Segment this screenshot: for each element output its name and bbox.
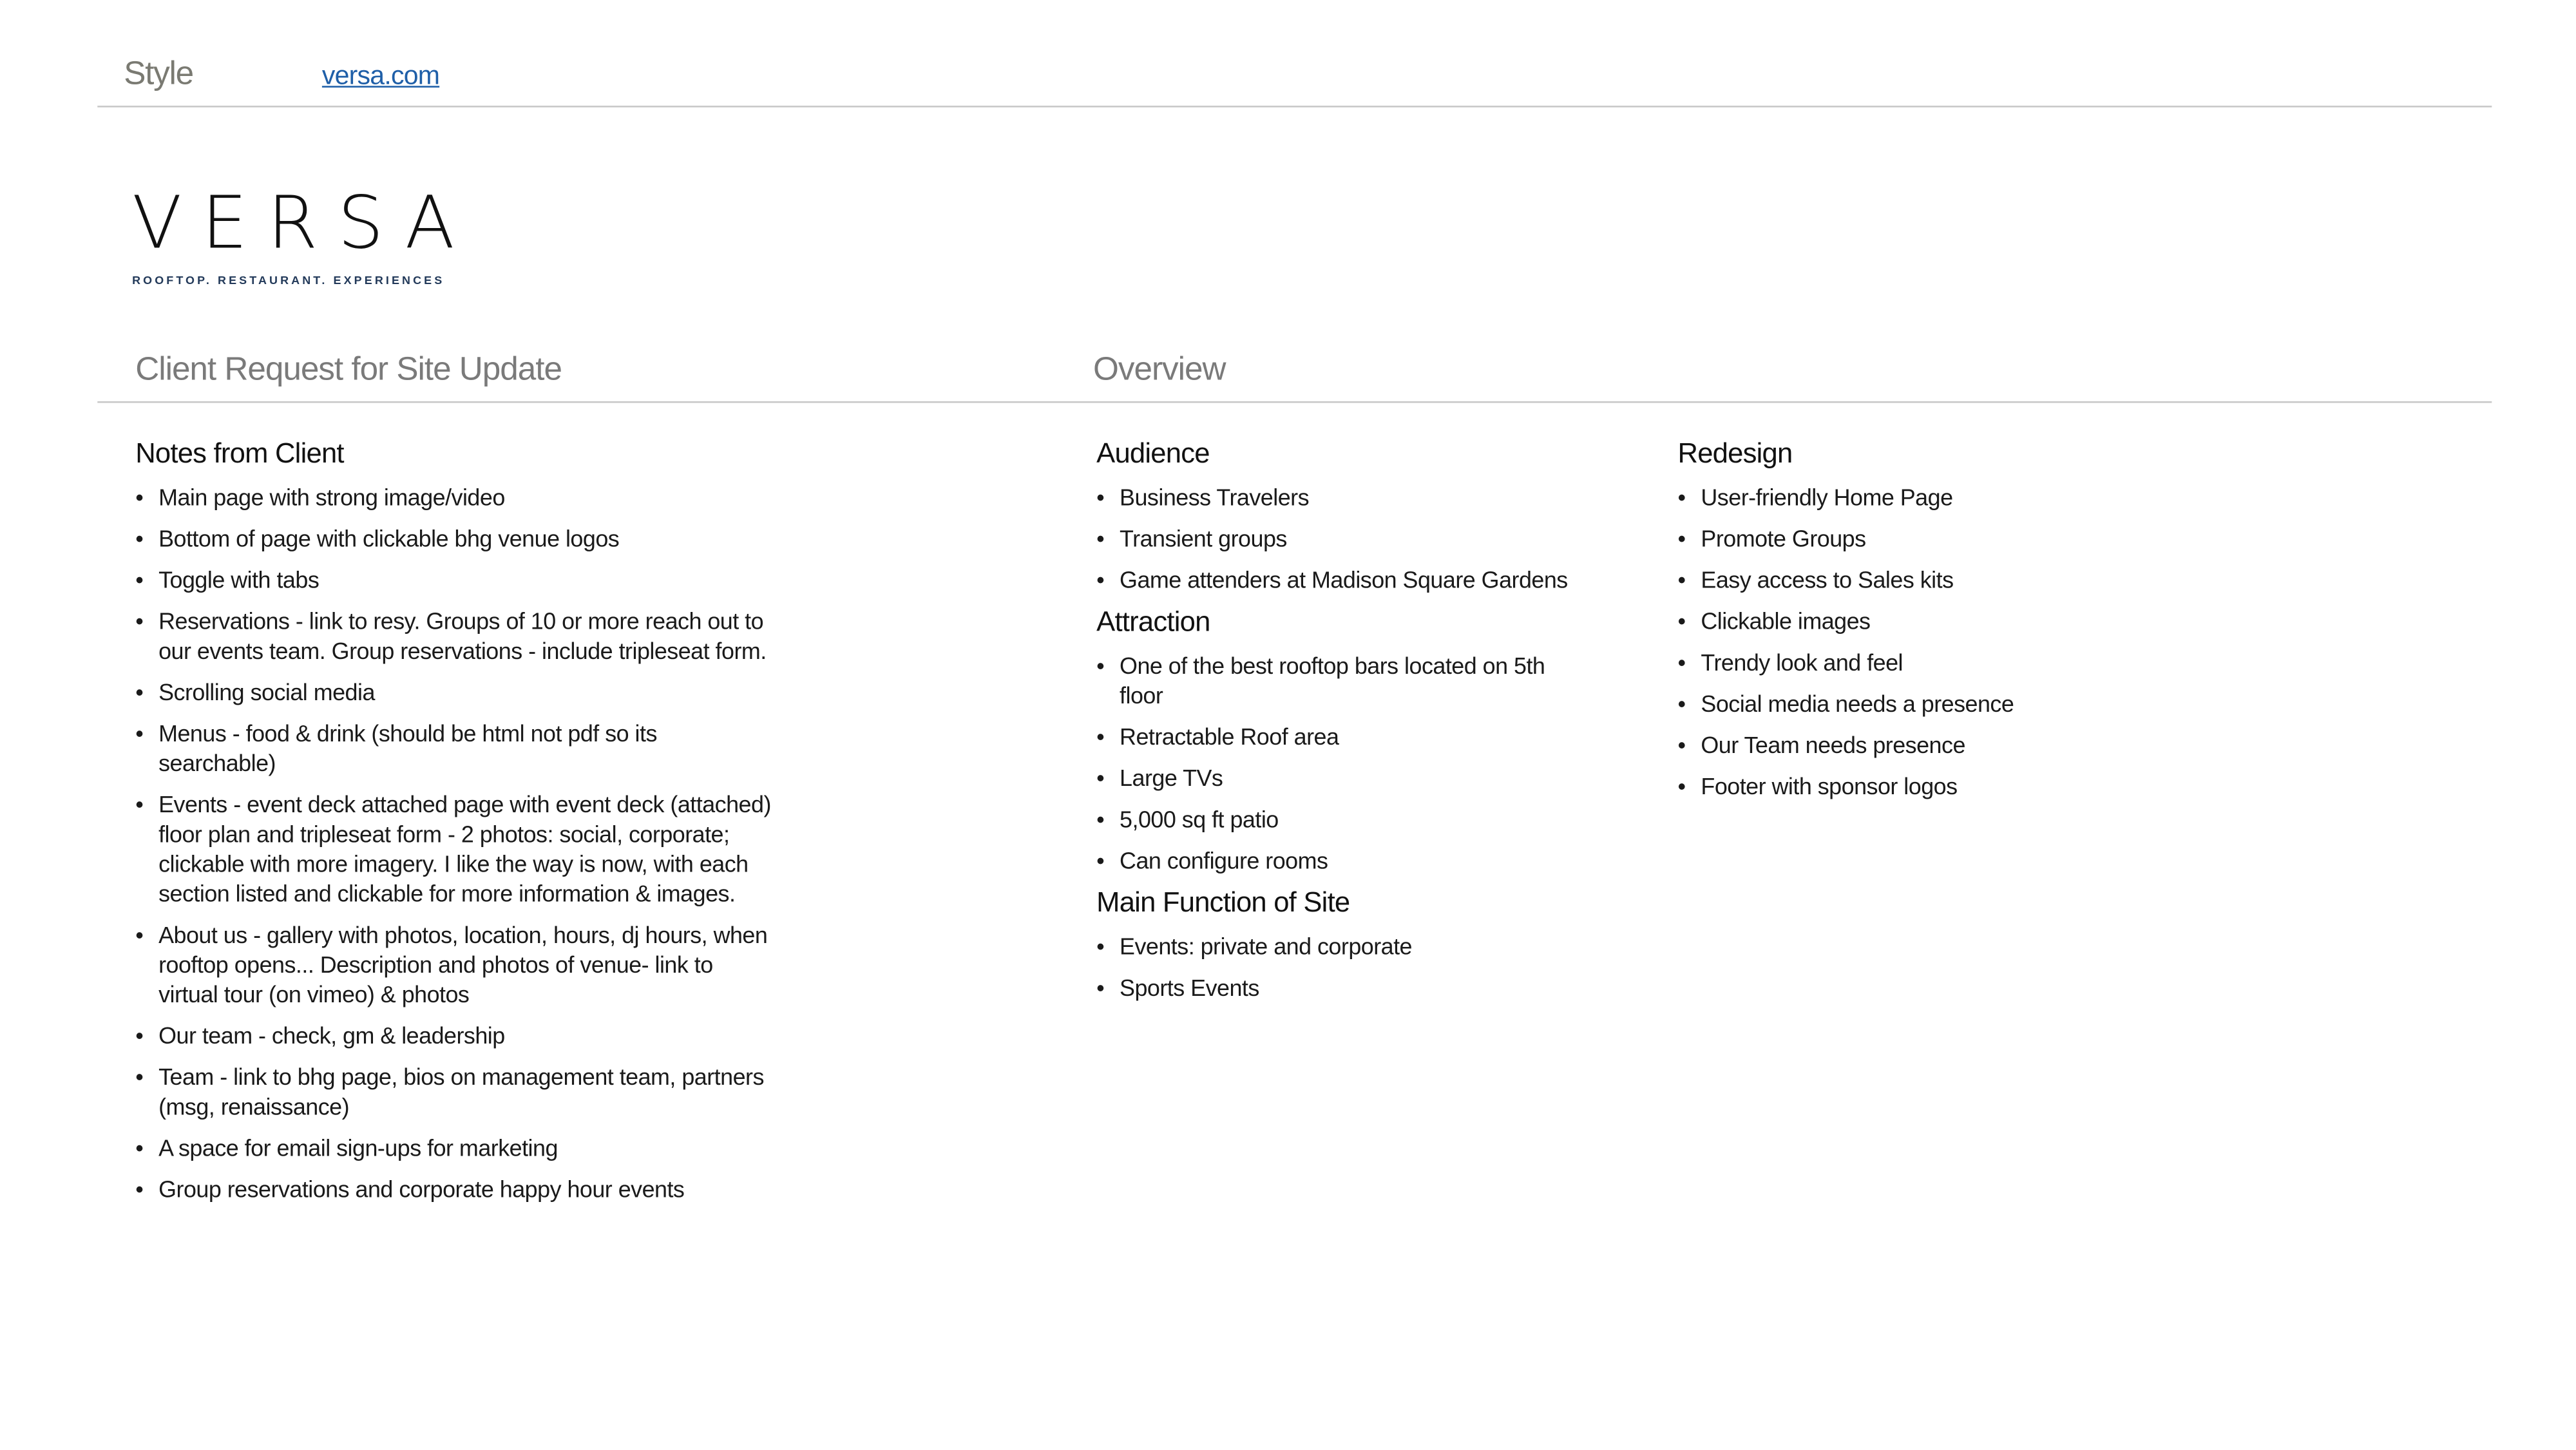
list-item: • Easy access to Sales kits [1678,565,2206,595]
attraction-heading: Attraction [1096,606,1210,638]
versa-logo [132,182,512,289]
list-item: • Our Team needs presence [1678,730,2206,759]
left-section-title: Client Request for Site Update [135,352,562,388]
list-item: • User-friendly Home Page [1678,482,2206,512]
notes-heading: Notes from Client [135,437,344,470]
list-item: • Bottom of page with clickable bhg venue logos [135,524,771,553]
list-item: • Large TVs [1096,763,1592,792]
main-function-list [1096,931,1592,1002]
list-item: • One of the best rooftop bars located on 5th floor [1096,651,1592,710]
list-item: • Events: private and corporate [1096,931,1592,961]
list-item: • Our team - check, gm & leadership [135,1020,771,1050]
list-item: • Trendy look and feel [1678,647,2206,677]
list-item: • Reservations - link to resy. Groups of 10 or more reach out to our events team. Group reservations - include tripleseat form. [135,606,771,665]
notes-list [135,482,771,1204]
list-item: • Game attenders at Madison Square Gardens [1096,565,1592,595]
site-link[interactable]: versa.com [321,62,440,91]
list-item: • 5,000 sq ft patio [1096,804,1592,834]
list-item: • Social media needs a presence [1678,689,2206,718]
audience-list [1096,482,1592,595]
logo-tagline: ROOFTOP. RESTAURANT. EXPERIENCES [132,276,445,288]
list-item: • Toggle with tabs [135,565,771,595]
redesign-heading: Redesign [1677,437,1793,470]
main-function-heading: Main Function of Site [1096,886,1350,919]
style-label: Style [124,56,193,93]
list-item: • Clickable images [1678,606,2206,636]
audience-heading: Audience [1096,437,1210,470]
list-item: • Sports Events [1096,973,1592,1002]
attraction-list [1096,651,1592,875]
section-divider [97,401,2492,403]
right-section-title: Overview [1093,352,1226,388]
list-item: • Scrolling social media [135,677,771,707]
notes-column [135,437,771,1215]
list-item: • Transient groups [1096,524,1592,553]
list-item: • Promote Groups [1678,524,2206,553]
list-item: • Menus - food & drink (should be html not pdf so its searchable) [135,718,771,777]
header-divider [97,106,2492,108]
list-item: • Footer with sponsor logos [1678,771,2206,801]
list-item: • Main page with strong image/video [135,482,771,512]
logo-word: VERSA [132,181,475,266]
list-item: • About us - gallery with photos, location, hours, dj hours, when rooftop opens... Description and photos of venue- link to virtual tour (on vimeo) & photos [135,920,771,1009]
redesign-list [1678,482,2206,801]
list-item: • Team - link to bhg page, bios on management team, partners (msg, renaissance) [135,1062,771,1121]
list-item: • Can configure rooms [1096,846,1592,875]
overview-column [1096,437,1592,1014]
list-item: • Events - event deck attached page with event deck (attached) floor plan and tripleseat form - 2 photos: social, corporate; clickable with more imagery. I like the way is now, with each section listed and clickable for more information & images. [135,789,771,908]
list-item: • A space for email sign-ups for marketing [135,1133,771,1163]
list-item: • Business Travelers [1096,482,1592,512]
list-item: • Retractable Roof area [1096,721,1592,751]
redesign-column [1678,437,2206,812]
list-item: • Group reservations and corporate happy hour events [135,1174,771,1204]
